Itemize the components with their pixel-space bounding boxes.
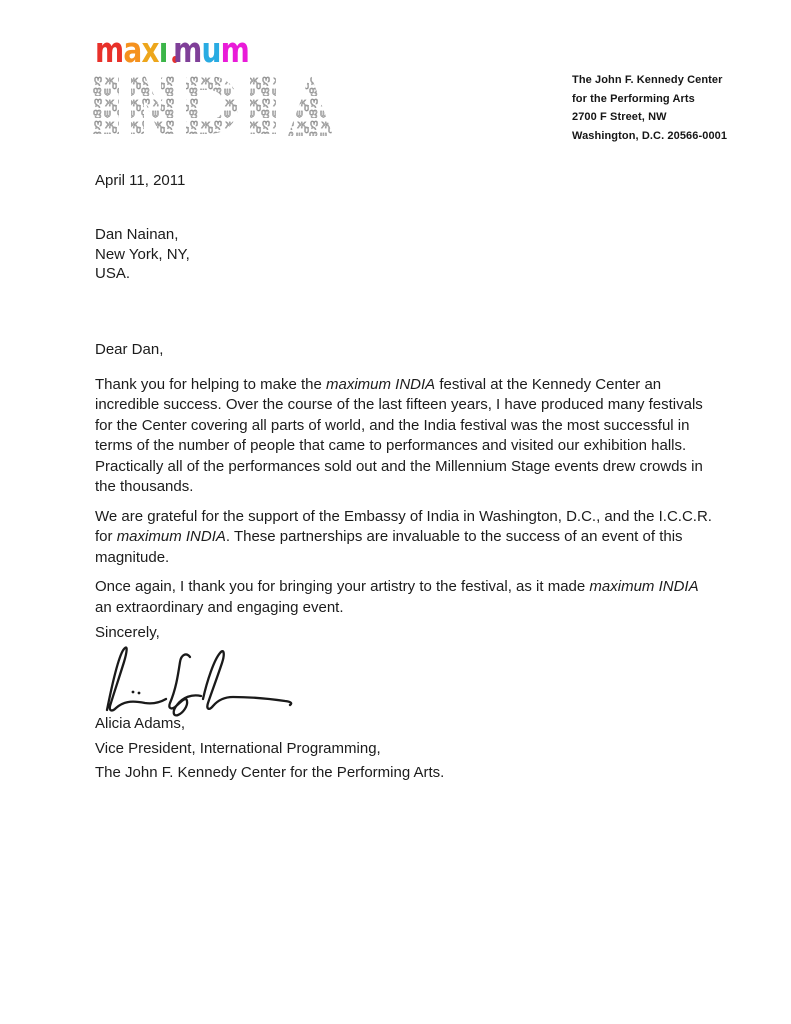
letterhead-address xyxy=(572,71,742,145)
letter-body xyxy=(95,340,715,627)
address-line-1: The John F. Kennedy Center xyxy=(572,74,723,86)
recipient-country: USA. xyxy=(95,265,131,282)
address-line-2: for the Performing Arts xyxy=(572,92,695,105)
letter-paragraph: We are grateful for the support of the Embassy of India in Washington, D.C., and the I.C.C.R. for maximum INDIA. These partnerships are invaluable to the success of an event of this magnitude. xyxy=(95,507,712,566)
india-letter-A-temple xyxy=(288,74,333,136)
address-line-4: Washington, D.C. 20566-0001 xyxy=(572,129,728,142)
letter-paragraphs xyxy=(95,375,715,619)
logo-letter: ı xyxy=(159,34,173,69)
letter-date: April 11, 2011 xyxy=(95,172,186,189)
logo-india-art xyxy=(93,74,333,136)
india-letter-D xyxy=(186,76,238,134)
recipient-block xyxy=(95,225,190,284)
signature-handwriting xyxy=(99,636,299,718)
india-letter-I2 xyxy=(250,76,276,134)
logo-letter: m xyxy=(95,31,124,71)
logo-letter: u xyxy=(201,31,221,71)
signatory-title: Vice President, International Programming, xyxy=(95,739,381,757)
recipient-name: Dan Nainan, xyxy=(95,226,179,243)
letter-paragraph: Thank you for helping to make the maximum INDIA festival at the Kennedy Center an incredible success. Over the course of the last fifteen years, I have produced many festivals for the Center covering all parts of world, and the India festival was the most successful in terms of the number of people that came to performances and visited our exhibition halls. Practically all of the performances sold out and the Millennium Stage events drew crowds in the thousands. xyxy=(95,375,703,495)
india-letter-N xyxy=(131,76,174,134)
signature-block xyxy=(95,712,444,786)
salutation: Dear Dan, xyxy=(95,341,164,358)
address-line-3: 2700 F Street, NW xyxy=(572,111,667,123)
logo-letter: a xyxy=(123,31,142,71)
recipient-city: New York, NY, xyxy=(95,245,190,263)
signature-strokes xyxy=(107,647,291,715)
logo-letter: x xyxy=(141,31,159,71)
logo-letter: m xyxy=(173,31,202,71)
signatory-org: The John F. Kennedy Center for the Performing Arts. xyxy=(95,764,445,781)
signatory-name: Alicia Adams, xyxy=(95,715,186,732)
closing: Sincerely, xyxy=(95,624,160,641)
logo-wordmark xyxy=(95,31,250,71)
logo-letter: m xyxy=(220,31,250,71)
letter-paragraph: Once again, I thank you for bringing your artistry to the festival, as it made maximum INDIA an extraordinary and engaging event. xyxy=(95,578,699,616)
india-letter-I1 xyxy=(93,76,119,134)
